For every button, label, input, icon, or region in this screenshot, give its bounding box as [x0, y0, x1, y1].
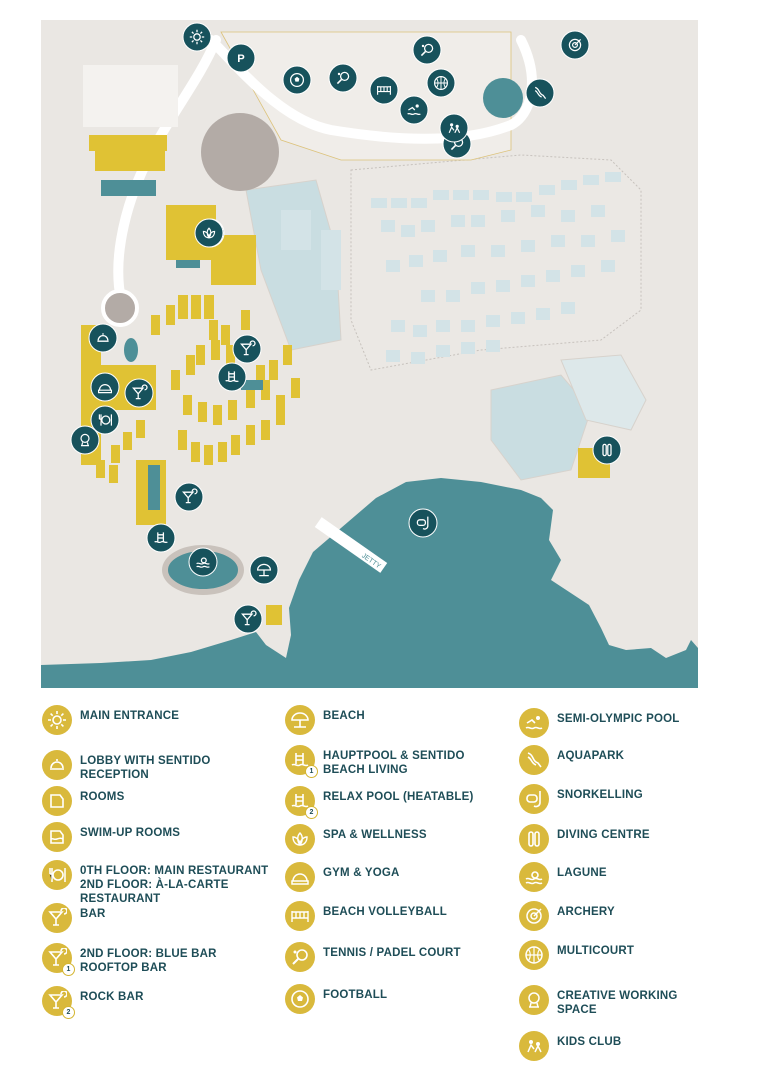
tennis-marker-1[interactable] — [413, 36, 441, 64]
legend-badge: 2 — [62, 1006, 75, 1019]
legend-label: SEMI-OLYMPIC POOL — [557, 713, 680, 725]
semi-olympic-pool-marker[interactable] — [400, 96, 428, 124]
legend-item — [285, 901, 447, 931]
legend-item — [42, 903, 106, 933]
legend-item — [42, 786, 124, 816]
legend-item — [519, 901, 615, 931]
swimmer-icon — [519, 708, 549, 738]
legend-item — [42, 860, 268, 906]
legend-item — [285, 786, 474, 816]
legend-label: AQUAPARK — [557, 750, 625, 762]
swim-up-marker-2[interactable] — [218, 363, 246, 391]
restaurant-icon — [42, 860, 72, 890]
legend-item — [42, 943, 217, 975]
legend-item — [285, 745, 465, 777]
legend-label: FOOTBALL — [323, 989, 388, 1001]
legend-label: BEACH — [323, 710, 365, 722]
rooms-icon — [42, 786, 72, 816]
legend-label: 2ND FLOOR: BLUE BAR ROOFTOP BAR — [80, 948, 217, 974]
archery-icon — [519, 901, 549, 931]
legend-item — [519, 745, 624, 775]
legend-item — [519, 824, 650, 854]
legend-badge: 1 — [305, 765, 318, 778]
snorkel-icon — [519, 784, 549, 814]
multicourt-marker[interactable] — [427, 69, 455, 97]
legend-item — [285, 942, 461, 972]
spa-wellness-marker[interactable] — [195, 219, 223, 247]
resort-map — [41, 20, 698, 688]
legend-label: BEACH VOLLEYBALL — [323, 906, 447, 918]
cocktail-icon — [42, 986, 72, 1016]
legend-item — [42, 822, 180, 852]
main-entrance-marker[interactable] — [183, 23, 211, 51]
legend-label: RELAX POOL (HEATABLE) — [323, 791, 474, 803]
parking-icon — [237, 53, 245, 65]
legend-item — [519, 708, 679, 738]
gym-yoga-marker[interactable] — [91, 373, 119, 401]
legend-label: LOBBY WITH SENTIDO RECEPTION — [80, 755, 211, 781]
legend-item — [285, 705, 365, 735]
main-entrance-icon — [42, 705, 72, 735]
tennis-icon — [285, 942, 315, 972]
diving-centre-marker[interactable] — [593, 436, 621, 464]
legend-label: ROOMS — [80, 791, 125, 803]
legend-item — [285, 862, 400, 892]
legend-badge: 1 — [62, 963, 75, 976]
legend-item — [519, 940, 634, 970]
creative-icon — [519, 985, 549, 1015]
legend-label: GYM & YOGA — [323, 867, 400, 879]
legend-label: HAUPTPOOL & SENTIDO BEACH LIVING — [323, 750, 465, 776]
legend-item — [519, 1031, 621, 1061]
legend-label: ROCK BAR — [80, 991, 144, 1003]
main-pool-marker[interactable] — [147, 524, 175, 552]
legend-item — [285, 824, 427, 854]
football-icon — [285, 984, 315, 1014]
cocktail-icon — [42, 943, 72, 973]
swim-up-icon — [42, 822, 72, 852]
football-marker[interactable] — [283, 66, 311, 94]
legend-item — [42, 986, 144, 1016]
legend-label: ARCHERY — [557, 906, 615, 918]
lagune-icon — [519, 862, 549, 892]
gym-icon — [285, 862, 315, 892]
white-block — [83, 65, 178, 127]
legend-label: DIVING CENTRE — [557, 829, 650, 841]
legend-item — [42, 750, 211, 782]
beach-volleyball-icon — [285, 901, 315, 931]
kids-club-icon — [519, 1031, 549, 1061]
kids-club-marker[interactable] — [440, 114, 468, 142]
bell-icon — [42, 750, 72, 780]
beach-marker[interactable] — [250, 556, 278, 584]
legend-label: KIDS CLUB — [557, 1036, 622, 1048]
archery-marker[interactable] — [561, 31, 589, 59]
legend-item — [42, 705, 179, 735]
legend-label: CREATIVE WORKING SPACE — [557, 990, 678, 1016]
snorkelling-marker[interactable] — [409, 509, 437, 537]
legend-item — [519, 862, 607, 892]
legend-label: TENNIS / PADEL COURT — [323, 947, 461, 959]
diving-icon — [519, 824, 549, 854]
aquapark-icon — [519, 745, 549, 775]
pool-ladder-icon — [285, 745, 315, 775]
tennis-marker-2[interactable] — [329, 64, 357, 92]
lagune-marker[interactable] — [189, 548, 217, 576]
round-plaza — [201, 113, 279, 191]
legend-label: MULTICOURT — [557, 945, 635, 957]
legend-label: LAGUNE — [557, 867, 607, 879]
legend-label: SWIM-UP ROOMS — [80, 827, 181, 839]
beach-volleyball-marker[interactable] — [370, 76, 398, 104]
bar-marker-2[interactable] — [175, 483, 203, 511]
lobby-marker[interactable] — [89, 324, 117, 352]
legend-badge: 2 — [305, 806, 318, 819]
legend-item — [285, 984, 387, 1014]
legend-item — [519, 784, 643, 814]
parking-marker[interactable] — [227, 44, 255, 72]
jetty-label: JETTY — [360, 552, 382, 571]
roundabout — [103, 291, 137, 325]
legend-label: 0TH FLOOR: MAIN RESTAURANT 2ND FLOOR: À-LA-CARTE RESTAURANT — [80, 865, 269, 905]
svg-text:P: P — [237, 53, 245, 65]
legend-label: BAR — [80, 908, 106, 920]
blue-bar-marker[interactable] — [125, 379, 153, 407]
creative-working-marker[interactable] — [71, 426, 99, 454]
basketball-icon — [519, 940, 549, 970]
bar-marker[interactable] — [233, 335, 261, 363]
cocktail-icon — [42, 903, 72, 933]
legend-item — [519, 985, 678, 1017]
legend-label: MAIN ENTRANCE — [80, 710, 180, 722]
rock-bar-marker[interactable] — [234, 605, 262, 633]
lotus-icon — [285, 824, 315, 854]
legend-label: SNORKELLING — [557, 789, 643, 801]
umbrella-icon — [285, 705, 315, 735]
legend-label: SPA & WELLNESS — [323, 829, 427, 841]
pool-ladder-icon — [285, 786, 315, 816]
aquapark-marker[interactable] — [526, 79, 554, 107]
basketball-icon — [435, 77, 448, 90]
